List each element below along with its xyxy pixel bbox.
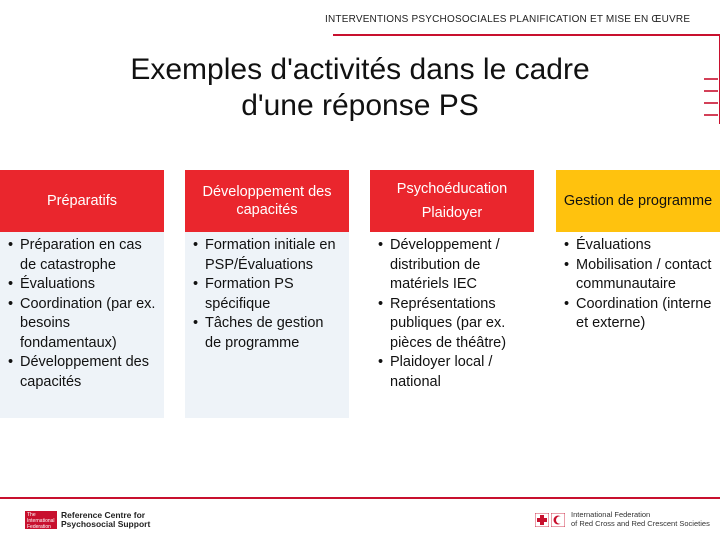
logo-small-text: The International Federation [27,512,55,530]
list-item: • Développement / distribution de matériels IEC [376,236,526,295]
column-header-label: Développement des capacités [202,184,332,218]
column-header-psychoeducation [370,170,534,232]
list-item: • Mobilisation / contact communautaire [562,256,712,295]
psychosocial-centre-logo [25,511,150,529]
list-item: • Évaluations [562,236,712,256]
header-part-interventions: INTERVENTIONS PSYCHOSOCIALES [325,14,510,25]
column-body-preparatifs [0,232,164,418]
footer-left-text [61,511,150,529]
header-divider [333,34,720,36]
list-item: • Coordination (par ex. besoins fondamentaux) [6,295,156,354]
footer-left-line-1: Reference Centre for [61,510,146,520]
column-header-label: Gestion de programme [563,193,713,209]
column-body-psychoeducation [370,232,534,418]
column-body-gestion [556,232,720,418]
footer-divider [0,497,720,499]
list-item: • Évaluations [6,275,156,295]
column-header-label-1: Psychoéducation [396,181,508,197]
list-item: • Formation PS spécifique [191,275,341,314]
footer-left-line-2: Psychosocial Support [61,519,151,529]
list-item: • Représentations publiques (par ex. pièces de théâtre) [376,295,526,354]
red-crescent-icon [551,513,565,527]
activity-list [562,236,712,334]
footer-right-line-2: of Red Cross and Red Crescent Societies [571,518,710,528]
footer-right-text [571,511,710,528]
title-line-2: d'une réponse PS [241,89,479,122]
ifrc-emblem [535,513,565,527]
list-item: • Préparation en cas de catastrophe [6,236,156,275]
column-header-developpement [185,170,349,232]
activity-list [376,236,526,392]
ifrc-logo [535,511,710,528]
list-item: • Développement des capacités [6,353,156,392]
list-item: • Tâches de gestion de programme [191,314,341,353]
column-header-gestion [556,170,720,232]
list-item: • Plaidoyer local / national [376,353,526,392]
column-header-label-2: Plaidoyer [421,205,483,221]
federation-logo-icon [25,511,57,529]
activity-list [6,236,156,392]
red-cross-icon [535,513,549,527]
header-breadcrumb [325,14,690,25]
column-header-preparatifs [0,170,164,232]
list-item: • Coordination (interne et externe) [562,295,712,334]
column-body-developpement [185,232,349,418]
column-header-label: Préparatifs [46,193,118,209]
header-part-planification: PLANIFICATION ET MISE EN ŒUVRE [509,14,691,25]
title-line-1: Exemples d'activités dans le cadre [130,53,590,86]
footer-right-line-1: International Federation [571,510,651,519]
activity-list [191,236,341,353]
slide-title [0,52,720,124]
list-item: • Formation initiale en PSP/Évaluations [191,236,341,275]
